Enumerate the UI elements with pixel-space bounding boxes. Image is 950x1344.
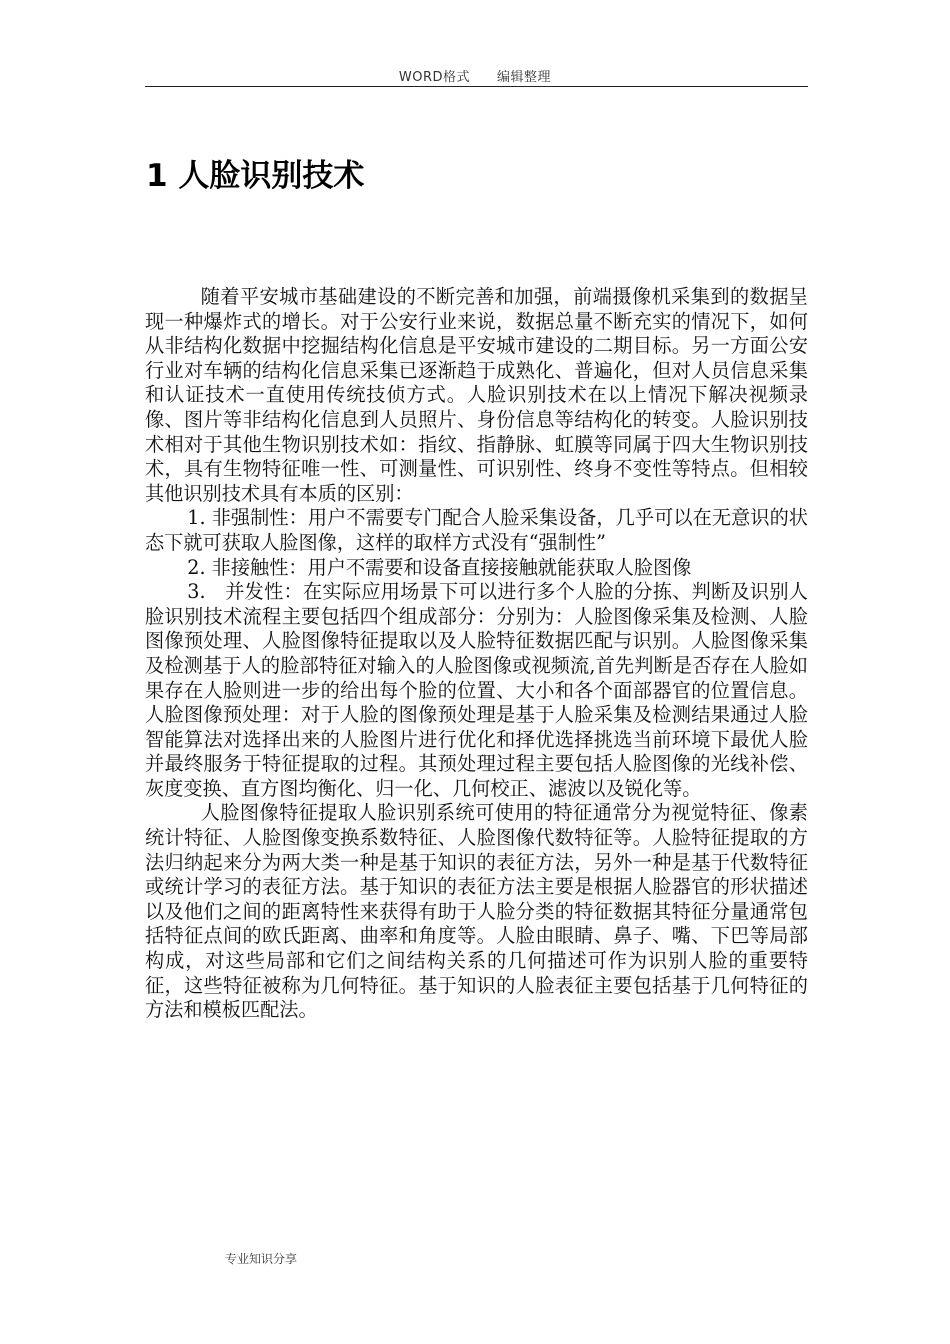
header-divider [145,86,808,87]
feature-extraction-paragraph: 人脸图像特征提取人脸识别系统可使用的特征通常分为视觉特征、像素统计特征、人脸图像变换系数特征、人脸图像代数特征等。人脸特征提取的方法归纳起来分为两大类一种是基于知识的表征方法，另外一种是基于代数特征或统计学习的表征方法。基于知识的表征方法主要是根据人脸器官的形状描述以及他们之间的距离特性来获得有助于人脸分类的特征数据其特征分量通常包括特征点间的欧氏距离、曲率和角度等。人脸由眼睛、鼻子、嘴、下巴等局部构成，对这些局部和它们之间结构关系的几何描述可作为识别人脸的重要特征，这些特征被称为几何特征。基于知识的人脸表征主要包括基于几何特征的方法和模板匹配法。 [145,801,808,1022]
body-text [145,285,808,1023]
list-item-3: 3. 并发性：在实际应用场景下可以进行多个人脸的分拣、判断及识别人脸识别技术流程主要包括四个组成部分：分别为：人脸图像采集及检测、人脸图像预处理、人脸图像特征提取以及人脸特征数据匹配与识别。人脸图像采集及检测基于人的脸部特征对输入的人脸图像或视频流,首先判断是否存在人脸如果存在人脸则进一步的给出每个脸的位置、大小和各个面部器官的位置信息。人脸图像预处理：对于人脸的图像预处理是基于人脸采集及检测结果通过人脸智能算法对选择出来的人脸图片进行优化和择优选择挑选当前环境下最优人脸并最终服务于特征提取的过程。其预处理过程主要包括人脸图像的光线补偿、灰度变换、直方图均衡化、归一化、几何校正、滤波以及锐化等。 [145,580,808,800]
list-item-2: 2. 非接触性：用户不需要和设备直接接触就能获取人脸图像 [187,555,692,579]
list-item-1: 1. 非强制性：用户不需要专门配合人脸采集设备，几乎可以在无意识的状态下就可获取人脸图像，这样的取样方式没有“强制性” [145,506,808,554]
section-title: 1 人脸识别技术 [146,158,365,194]
page-footer: 专业知识分享 [225,1252,298,1266]
intro-paragraph: 随着平安城市基础建设的不断完善和加强，前端摄像机采集到的数据呈现一种爆炸式的增长。对于公安行业来说，数据总量不断充实的情况下，如何从非结构化数据中挖掘结构化信息是平安城市建设的二期目标。另一方面公安行业对车辆的结构化信息采集已逐渐趋于成熟化、普遍化，但对人员信息采集和认证技术一直使用传统技侦方式。人脸识别技术在以上情况下解决视频录像、图片等非结构化信息到人员照片、身份信息等结构化的转变。人脸识别技术相对于其他生物识别技术如：指纹、指静脉、虹膜等同属于四大生物识别技术，具有生物特征唯一性、可测量性、可识别性、终身不变性等特点。但相较其他识别技术具有本质的区别： [145,285,808,505]
page-header: WORD格式 编辑整理 [398,70,552,85]
